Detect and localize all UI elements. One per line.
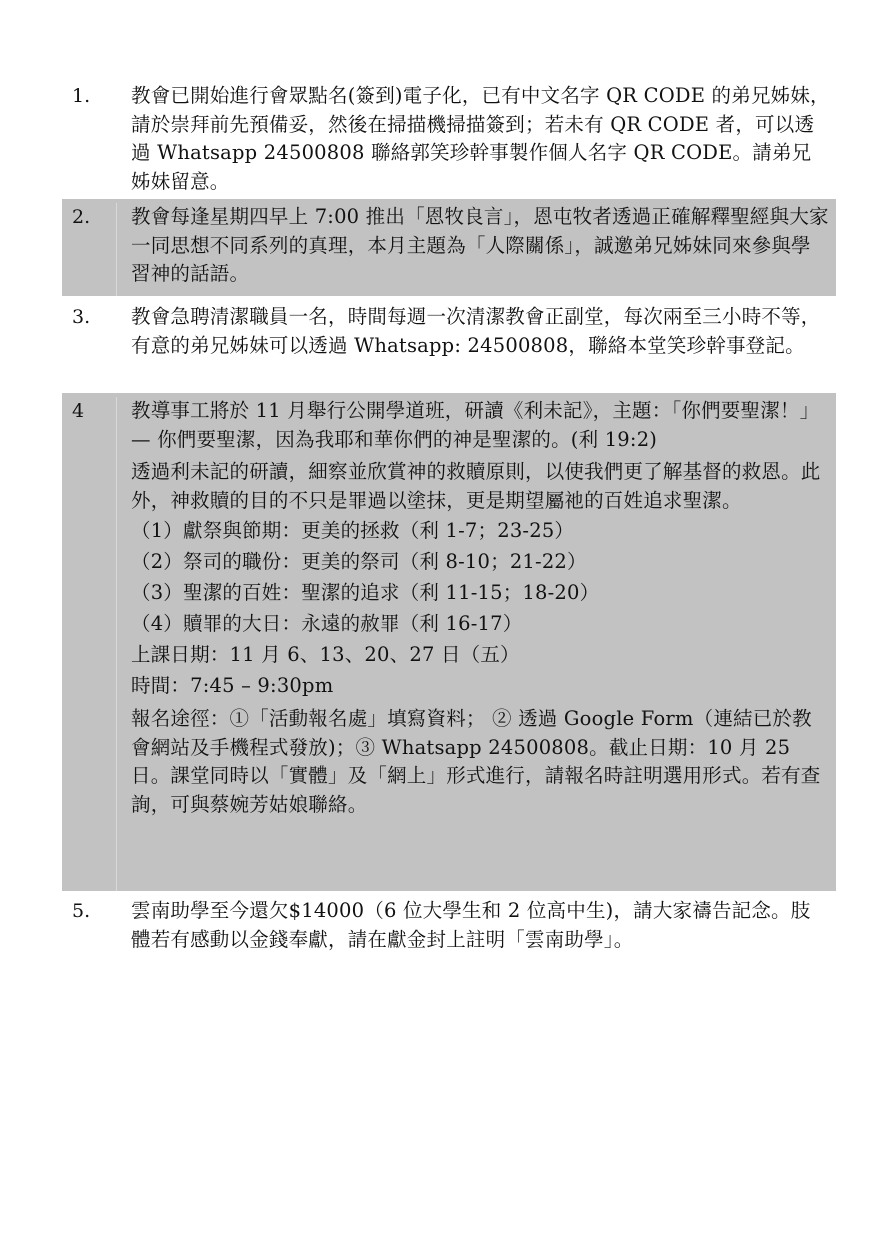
announcement-body xyxy=(116,82,836,195)
class-intro: 教導事工將於 11 月舉行公開學道班，研讀《利未記》，主題：「你們要聖潔！」— 你們要聖潔，因為我耶和華你們的神是聖潔的。(利 19:2) xyxy=(131,399,820,451)
class-registration: 報名途徑：①「活動報名處」填寫資料； ② 透過 Google Form（連結已於教會網站及手機程式發放)；③ Whatsapp 24500808。截止日期：10 月 25 日。課堂同時以「實體」及「網上」形式進行，請報名時註明選用形式。若有查詢，可與蔡婉芳姑娘聯絡。 xyxy=(131,707,821,816)
class-topic: （4）贖罪的大日：永遠的赦罪（利 16-17） xyxy=(131,612,523,635)
announcement-2 xyxy=(62,199,836,296)
class-dates: 上課日期：11 月 6、13、20、27 日（五） xyxy=(131,643,520,666)
class-time: 時間：7:45 – 9:30pm xyxy=(131,674,334,697)
announcement-text: 雲南助學至今還欠$14000（6 位大學生和 2 位高中生)，請大家禱告記念。肢體若有感動以金錢奉獻，請在獻金封上註明「雲南助學」。 xyxy=(131,899,811,951)
class-topic: （3）聖潔的百姓：聖潔的追求（利 11-15；18-20） xyxy=(131,581,600,604)
announcement-body xyxy=(116,303,836,389)
announcement-text: 教會已開始進行會眾點名(簽到)電子化，已有中文名字 QR CODE 的弟兄姊妹，請於崇拜前先預備妥，然後在掃描機掃描簽到；若未有 QR CODE 者，可以透過 Whatsapp 24500808 聯絡郭笑珍幹事製作個人名字 QR CODE。請弟兄姊妹留意。 xyxy=(131,84,830,193)
announcement-number: 3. xyxy=(72,306,91,328)
announcement-body xyxy=(116,203,836,296)
announcement-body xyxy=(116,897,836,987)
class-topic: （2）祭司的職份：更美的祭司（利 8-10；21-22） xyxy=(131,550,587,573)
announcement-number: 1. xyxy=(72,85,91,107)
announcement-body xyxy=(116,397,836,891)
class-topic: （1）獻祭與節期：更美的拯救（利 1-7；23-25） xyxy=(131,519,575,542)
announcement-text: 教會急聘清潔職員一名，時間每週一次清潔教會正副堂，每次兩至三小時不等，有意的弟兄姊妹可以透過 Whatsapp: 24500808，聯絡本堂笑珍幹事登記。 xyxy=(131,305,821,357)
announcement-number: 2. xyxy=(72,206,91,228)
announcement-3 xyxy=(62,303,836,389)
announcement-5 xyxy=(62,897,836,987)
announcement-1 xyxy=(62,80,836,195)
announcement-text: 教會每逢星期四早上 7:00 推出「恩牧良言」，恩屯牧者透過正確解釋聖經與大家一同思想不同系列的真理，本月主題為「人際關係」，誠邀弟兄姊妹同來參與學習神的話語。 xyxy=(131,205,829,285)
class-description: 透過利未記的研讀，細察並欣賞神的救贖原則，以使我們更了解基督的救恩。此外，神救贖的目的不只是罪過以塗抹，更是期望屬祂的百姓追求聖潔。 xyxy=(131,460,821,512)
announcement-4 xyxy=(62,393,836,891)
announcement-number: 4 xyxy=(72,400,85,422)
announcement-number: 5. xyxy=(72,900,91,922)
